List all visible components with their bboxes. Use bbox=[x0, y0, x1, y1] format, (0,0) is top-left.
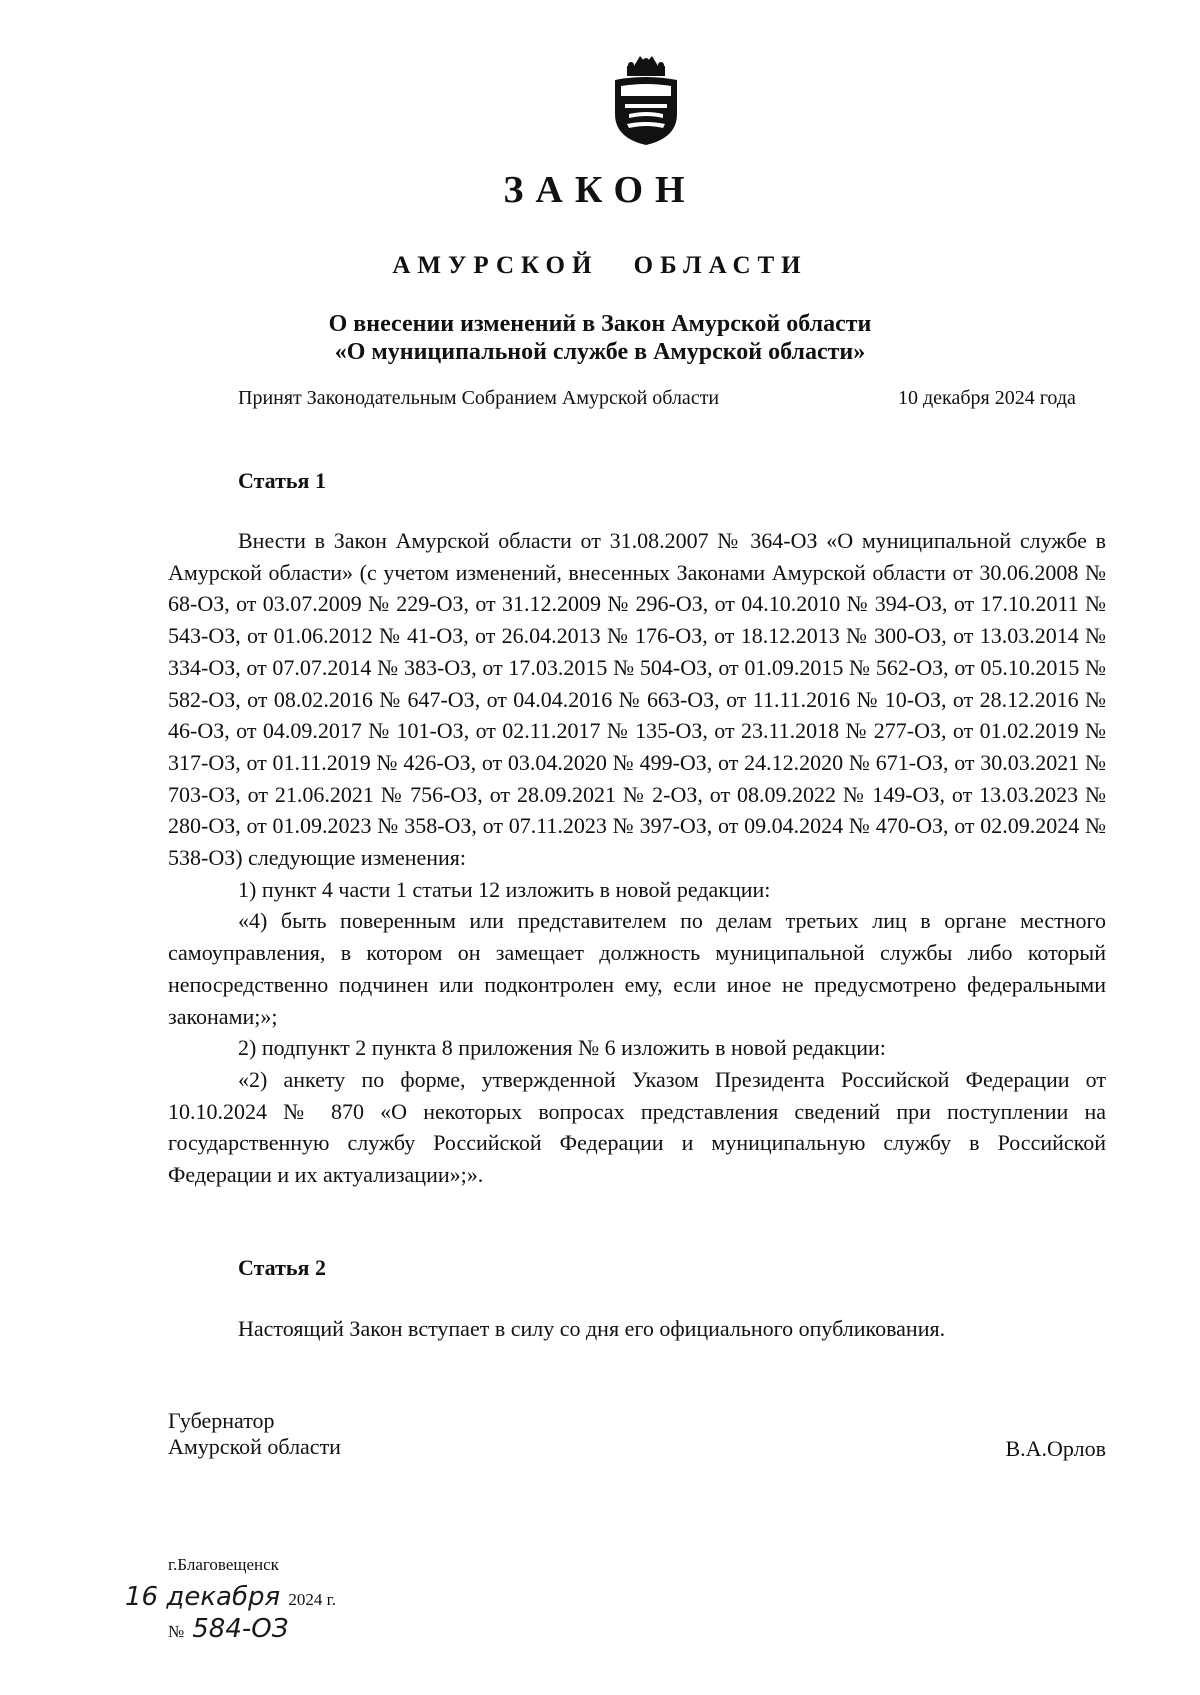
adopted-by: Принят Законодательным Собранием Амурской области bbox=[238, 387, 720, 409]
handwritten-law-number: 584-ОЗ bbox=[192, 1614, 289, 1644]
article-1-heading: Статья 1 bbox=[238, 468, 326, 493]
document-title: ЗАКОН bbox=[503, 169, 697, 211]
adopted-date: 10 декабря 2024 года bbox=[898, 387, 1076, 409]
article-1-paragraph: 2) подпункт 2 пункта 8 приложения № 6 изложить в новой редакции: bbox=[238, 1035, 886, 1061]
article-1-paragraph: «2) анкету по форме, утвержденной Указом Президента Российской Федерации от 10.10.2024 № 870 «О некоторых вопросах представления сведений при поступлении на государственную службу Российской Федерации и муниципальную службу в Российской Федерации и их актуализации»;». bbox=[168, 1066, 1106, 1188]
governor-name: В.А.Орлов bbox=[1005, 1436, 1106, 1461]
subject-line-2: «О муниципальной службе в Амурской области» bbox=[334, 339, 866, 365]
governor-position bbox=[168, 1408, 341, 1460]
governor-position-line-1: Губернатор bbox=[168, 1408, 275, 1433]
article-2-text: Настоящий Закон вступает в силу со дня его официального опубликования. bbox=[238, 1316, 946, 1341]
subject-line-1: О внесении изменений в Закон Амурской области bbox=[328, 311, 872, 337]
article-1-paragraph: Внести в Закон Амурской области от 31.08.2007 № 364-ОЗ «О муниципальной службе в Амурской области» (с учетом изменений, внесенных Законами Амурской области от 30.06.2008 № 68-ОЗ, от 03.07.2009 № 229-ОЗ, от 31.12.2009 № 296-ОЗ, от 04.10.2010 № 394-ОЗ, от 17.10.2011 № 543-ОЗ, от 01.06.2012 № 41-ОЗ, от 26.04.2013 № 176-ОЗ, от 18.12.2013 № 300-ОЗ, от 13.03.2014 № 334-ОЗ, от 07.07.2014 № 383-ОЗ, от 17.03.2015 № 504-ОЗ, от 01.09.2015 № 562-ОЗ, от 05.10.2015 № 582-ОЗ, от 08.02.2016 № 647-ОЗ, от 04.04.2016 № 663-ОЗ, от 11.11.2016 № 10-ОЗ, от 28.12.2016 № 46-ОЗ, от 04.09.2017 № 101-ОЗ, от 02.11.2017 № 135-ОЗ, от 23.11.2018 № 277-ОЗ, от 01.02.2019 № 317-ОЗ, от 01.11.2019 № 426-ОЗ, от 03.04.2020 № 499-ОЗ, от 24.12.2020 № 671-ОЗ, от 30.03.2021 № 703-ОЗ, от 21.06.2021 № 756-ОЗ, от 28.09.2021 № 2-ОЗ, от 08.09.2022 № 149-ОЗ, от 13.03.2023 № 280-ОЗ, от 01.09.2023 № 358-ОЗ, от 07.11.2023 № 397-ОЗ, от 09.04.2024 № 470-ОЗ, от 02.09.2024 № 538-ОЗ) следующие изменения: bbox=[168, 528, 1106, 871]
law-number-label: № bbox=[168, 1622, 185, 1641]
article-1-body bbox=[168, 525, 1106, 1191]
governor-position-line-2: Амурской области bbox=[168, 1434, 341, 1459]
law-number bbox=[168, 1614, 288, 1644]
article-1-paragraph: «4) быть поверенным или представителем по делам третьих лиц в органе местного самоуправления, в котором он замещает должность муниципальной службы либо который непосредственно подчинен или подконтролен ему, если иное не предусмотрено федеральными законами;»; bbox=[168, 908, 1106, 1029]
handwritten-date: 16 декабря bbox=[125, 1582, 281, 1612]
signing-date bbox=[125, 1582, 336, 1612]
document-region: АМУРСКОЙ ОБЛАСТИ bbox=[392, 252, 808, 279]
signing-year: 2024 г. bbox=[288, 1590, 336, 1609]
document-subject bbox=[0, 310, 1200, 366]
coat-of-arms-icon bbox=[605, 52, 687, 148]
article-1-paragraph: 1) пункт 4 части 1 статьи 12 изложить в новой редакции: bbox=[238, 876, 771, 902]
article-2-heading: Статья 2 bbox=[238, 1255, 326, 1280]
signing-city: г.Благовещенск bbox=[168, 1555, 279, 1574]
